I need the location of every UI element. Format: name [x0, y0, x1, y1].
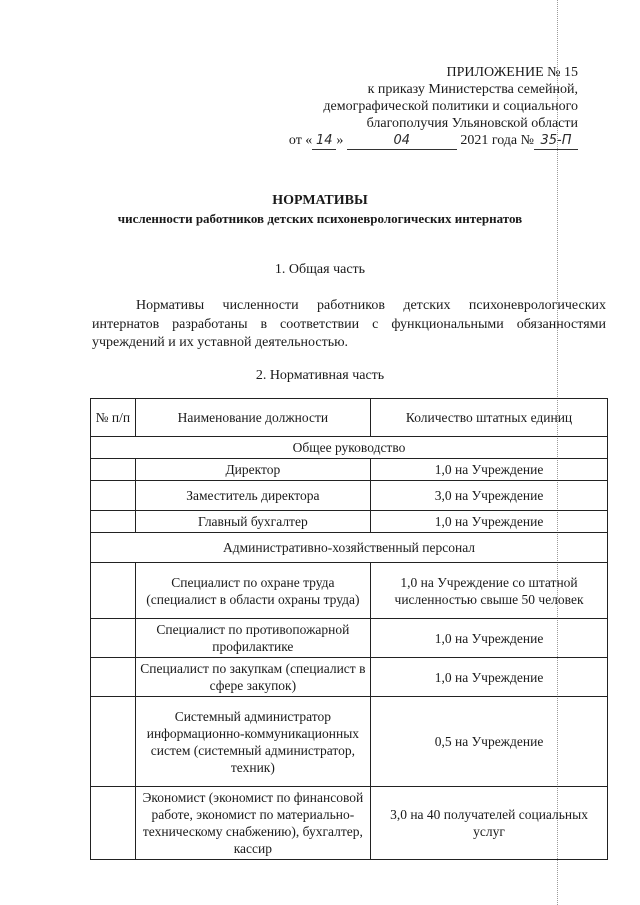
row-num [91, 658, 136, 697]
section-normative-heading: 2. Нормативная часть [255, 368, 385, 383]
date-month: 04 [347, 132, 457, 150]
group-title: Административно-хозяйственный персонал [91, 533, 608, 563]
row-num [91, 481, 136, 511]
appendix-block [278, 64, 578, 150]
group-row [91, 533, 608, 563]
row-count: 3,0 на Учреждение [371, 481, 608, 511]
table-row [91, 619, 608, 658]
row-count: 1,0 на Учреждение [371, 459, 608, 481]
title-main: НОРМАТИВЫ [272, 193, 368, 208]
row-num [91, 619, 136, 658]
date-mid: » [336, 133, 344, 148]
row-position: Директор [135, 459, 370, 481]
row-num [91, 459, 136, 481]
section-general-paragraph: Нормативы численности работников детских психоневрологических интернатов разработаны в соответствии с функциональными обязанностями учреждений и их уставной деятельностью. [92, 298, 606, 350]
header-count: Количество штатных единиц [371, 399, 608, 437]
row-num [91, 787, 136, 860]
row-count: 1,0 на Учреждение [371, 658, 608, 697]
table-row [91, 511, 608, 533]
appendix-ministry-line: демографической политики и социального [323, 99, 578, 114]
section-general-heading: 1. Общая часть [274, 262, 366, 277]
row-count: 1,0 на Учреждение со штатной численностью свыше 50 человек [371, 563, 608, 619]
date-prefix: от « [288, 133, 313, 148]
row-count: 3,0 на 40 получателей социальных услуг [371, 787, 608, 860]
row-position: Специалист по закупкам (специалист в сфере закупок) [135, 658, 370, 697]
table-row [91, 563, 608, 619]
table-row [91, 787, 608, 860]
appendix-region-line: благополучия Ульяновской области [366, 116, 578, 131]
row-position: Заместитель директора [135, 481, 370, 511]
appendix-date-line [278, 132, 578, 150]
row-position: Специалист по противопожарной профилактике [135, 619, 370, 658]
staffing-norms-table [90, 398, 608, 860]
row-num [91, 511, 136, 533]
appendix-title: ПРИЛОЖЕНИЕ № 15 [446, 65, 578, 80]
row-count: 1,0 на Учреждение [371, 511, 608, 533]
row-position: Главный бухгалтер [135, 511, 370, 533]
row-num [91, 563, 136, 619]
title-subtitle: численности работников детских психоневрологических интернатов [117, 211, 523, 226]
row-count: 1,0 на Учреждение [371, 619, 608, 658]
date-day: 14 [312, 132, 336, 150]
table-row [91, 481, 608, 511]
appendix-order-ref: к приказу Министерства семейной, [367, 82, 578, 97]
row-num [91, 697, 136, 787]
row-count: 0,5 на Учреждение [371, 697, 608, 787]
group-title: Общее руководство [91, 437, 608, 459]
header-position: Наименование должности [135, 399, 370, 437]
table-header-row [91, 399, 608, 437]
row-position: Экономист (экономист по финансовой работе, экономист по материально-техническому снабжению), бухгалтер, кассир [135, 787, 370, 860]
table-row [91, 459, 608, 481]
order-number: 35-П [534, 132, 578, 150]
row-position: Системный администратор информационно-коммуникационных систем (системный администратор, техник) [135, 697, 370, 787]
date-year: 2021 года № [460, 133, 534, 148]
group-row [91, 437, 608, 459]
document-title [0, 192, 640, 228]
table-row [91, 697, 608, 787]
table-row [91, 658, 608, 697]
row-position: Специалист по охране труда (специалист в области охраны труда) [135, 563, 370, 619]
header-num: № п/п [91, 399, 136, 437]
